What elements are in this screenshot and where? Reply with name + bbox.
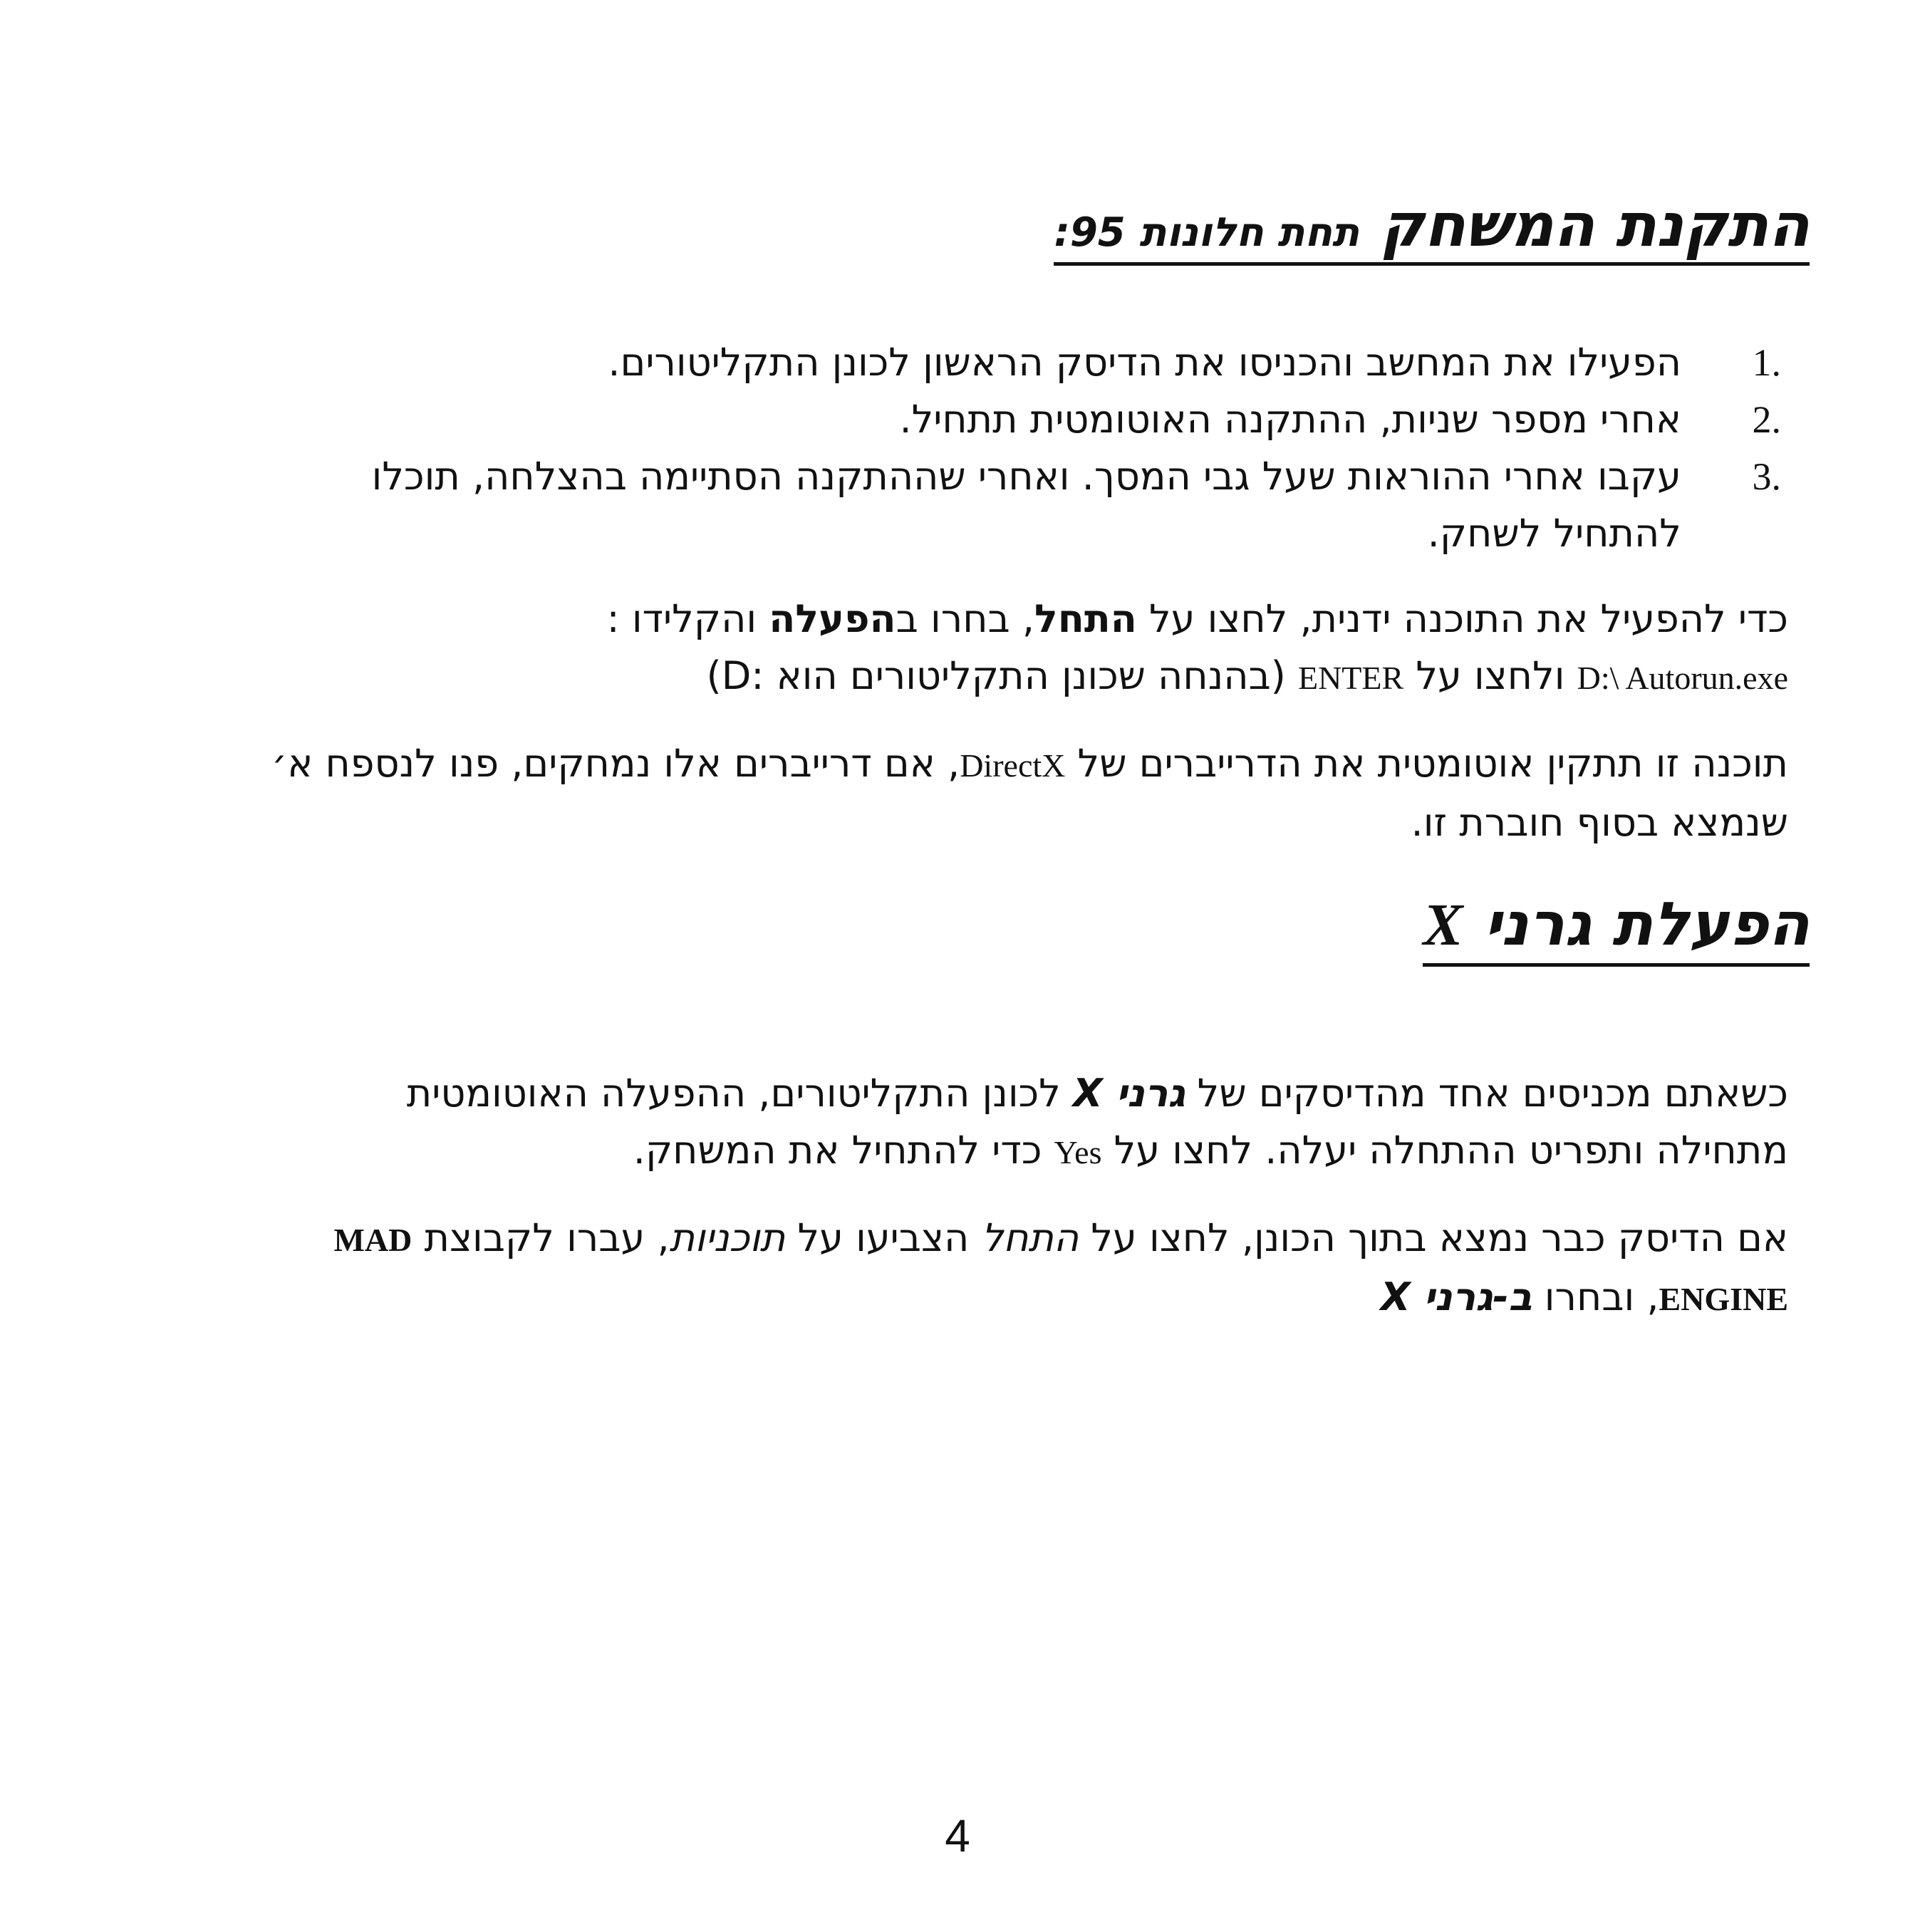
text-run: ולחצו על — [1403, 653, 1577, 699]
enter-key-term: ENTER — [1297, 660, 1404, 697]
launch-heading — [1423, 891, 1810, 966]
text-run: , אם דרייברים אלו נמחקים, פנו לנספח א׳ שנמצא בסוף חוברת זו. — [271, 741, 1788, 846]
manual-install-paragraph — [271, 591, 1788, 707]
step-text: אחרי מספר שניות, ההתקנה האוטומטית תתחיל. — [899, 397, 1681, 442]
launch-heading-title: הפעלת גרני — [1463, 889, 1810, 960]
yes-button-term: Yes — [1054, 1133, 1102, 1170]
install-step — [271, 448, 1788, 562]
text-run: כשאתם מכניסים אחד מהדיסקים של — [1185, 1070, 1788, 1116]
text-run: כדי להתחיל את המשחק. — [633, 1127, 1054, 1173]
step-number: 2. — [1752, 398, 1781, 442]
text-run: , ובחרו — [1532, 1274, 1659, 1319]
autorun-path: D:\ Autorun.exe — [1577, 660, 1788, 697]
step-text: עקבו אחרי ההוראות שעל גבי המסך. ואחרי שההתקנה הסתיימה בהצלחה, תוכלו להתחיל לשחק. — [371, 454, 1681, 556]
step-number: 3. — [1752, 455, 1781, 499]
start-menu-term: התחל — [1034, 596, 1137, 642]
text-run: והקלידו : — [606, 596, 769, 642]
programs-menu-term: תוכניות — [669, 1215, 786, 1260]
install-heading-subtitle: תחת חלונות 95: — [1054, 209, 1360, 256]
text-run: כדי להפעיל את התוכנה ידנית, לחצו על — [1136, 596, 1788, 642]
game-name: גרני X — [1073, 1070, 1185, 1116]
run-command-term: הפעלה — [769, 596, 896, 642]
text-run: , עברו לקבוצת — [412, 1215, 670, 1260]
text-run: הצביעו על — [785, 1215, 982, 1260]
text-run: תוכנה זו תתקין אוטומטית את הדרייברים של — [1065, 741, 1788, 786]
page-number: 4 — [945, 1810, 970, 1861]
mad-engine-group: MAD ENGINE — [333, 1221, 1788, 1317]
installed-paragraph — [271, 1210, 1788, 1328]
directx-term: DirectX — [960, 747, 1066, 784]
text-run: , בחרו ב — [896, 596, 1035, 642]
text-run: (בהנחה שכונן התקליטורים הוא :D) — [706, 653, 1298, 699]
step-number: 1. — [1752, 341, 1781, 385]
install-heading — [1054, 192, 1810, 266]
install-step — [271, 334, 1788, 391]
install-step — [271, 391, 1788, 448]
text-run: אם הדיסק כבר נמצא בתוך הכונן, לחצו על — [1079, 1215, 1788, 1260]
autoplay-paragraph — [271, 1065, 1788, 1181]
game-shortcut-term: ב-גרני X — [1380, 1274, 1532, 1319]
directx-paragraph — [271, 735, 1788, 851]
text-run: לכונן התקליטורים, ההפעלה האוטומטית מתחילה ותפריט ההתחלה יעלה. לחצו על — [406, 1070, 1788, 1173]
launch-heading-x: X — [1423, 892, 1463, 959]
step-text: הפעילו את המחשב והכניסו את הדיסק הראשון לכונן התקליטורים. — [608, 340, 1681, 385]
manual-page — [271, 178, 1810, 1328]
install-steps-list — [271, 334, 1788, 562]
install-heading-title: התקנת המשחק — [1380, 190, 1810, 260]
start-menu-term: התחל — [981, 1215, 1079, 1260]
